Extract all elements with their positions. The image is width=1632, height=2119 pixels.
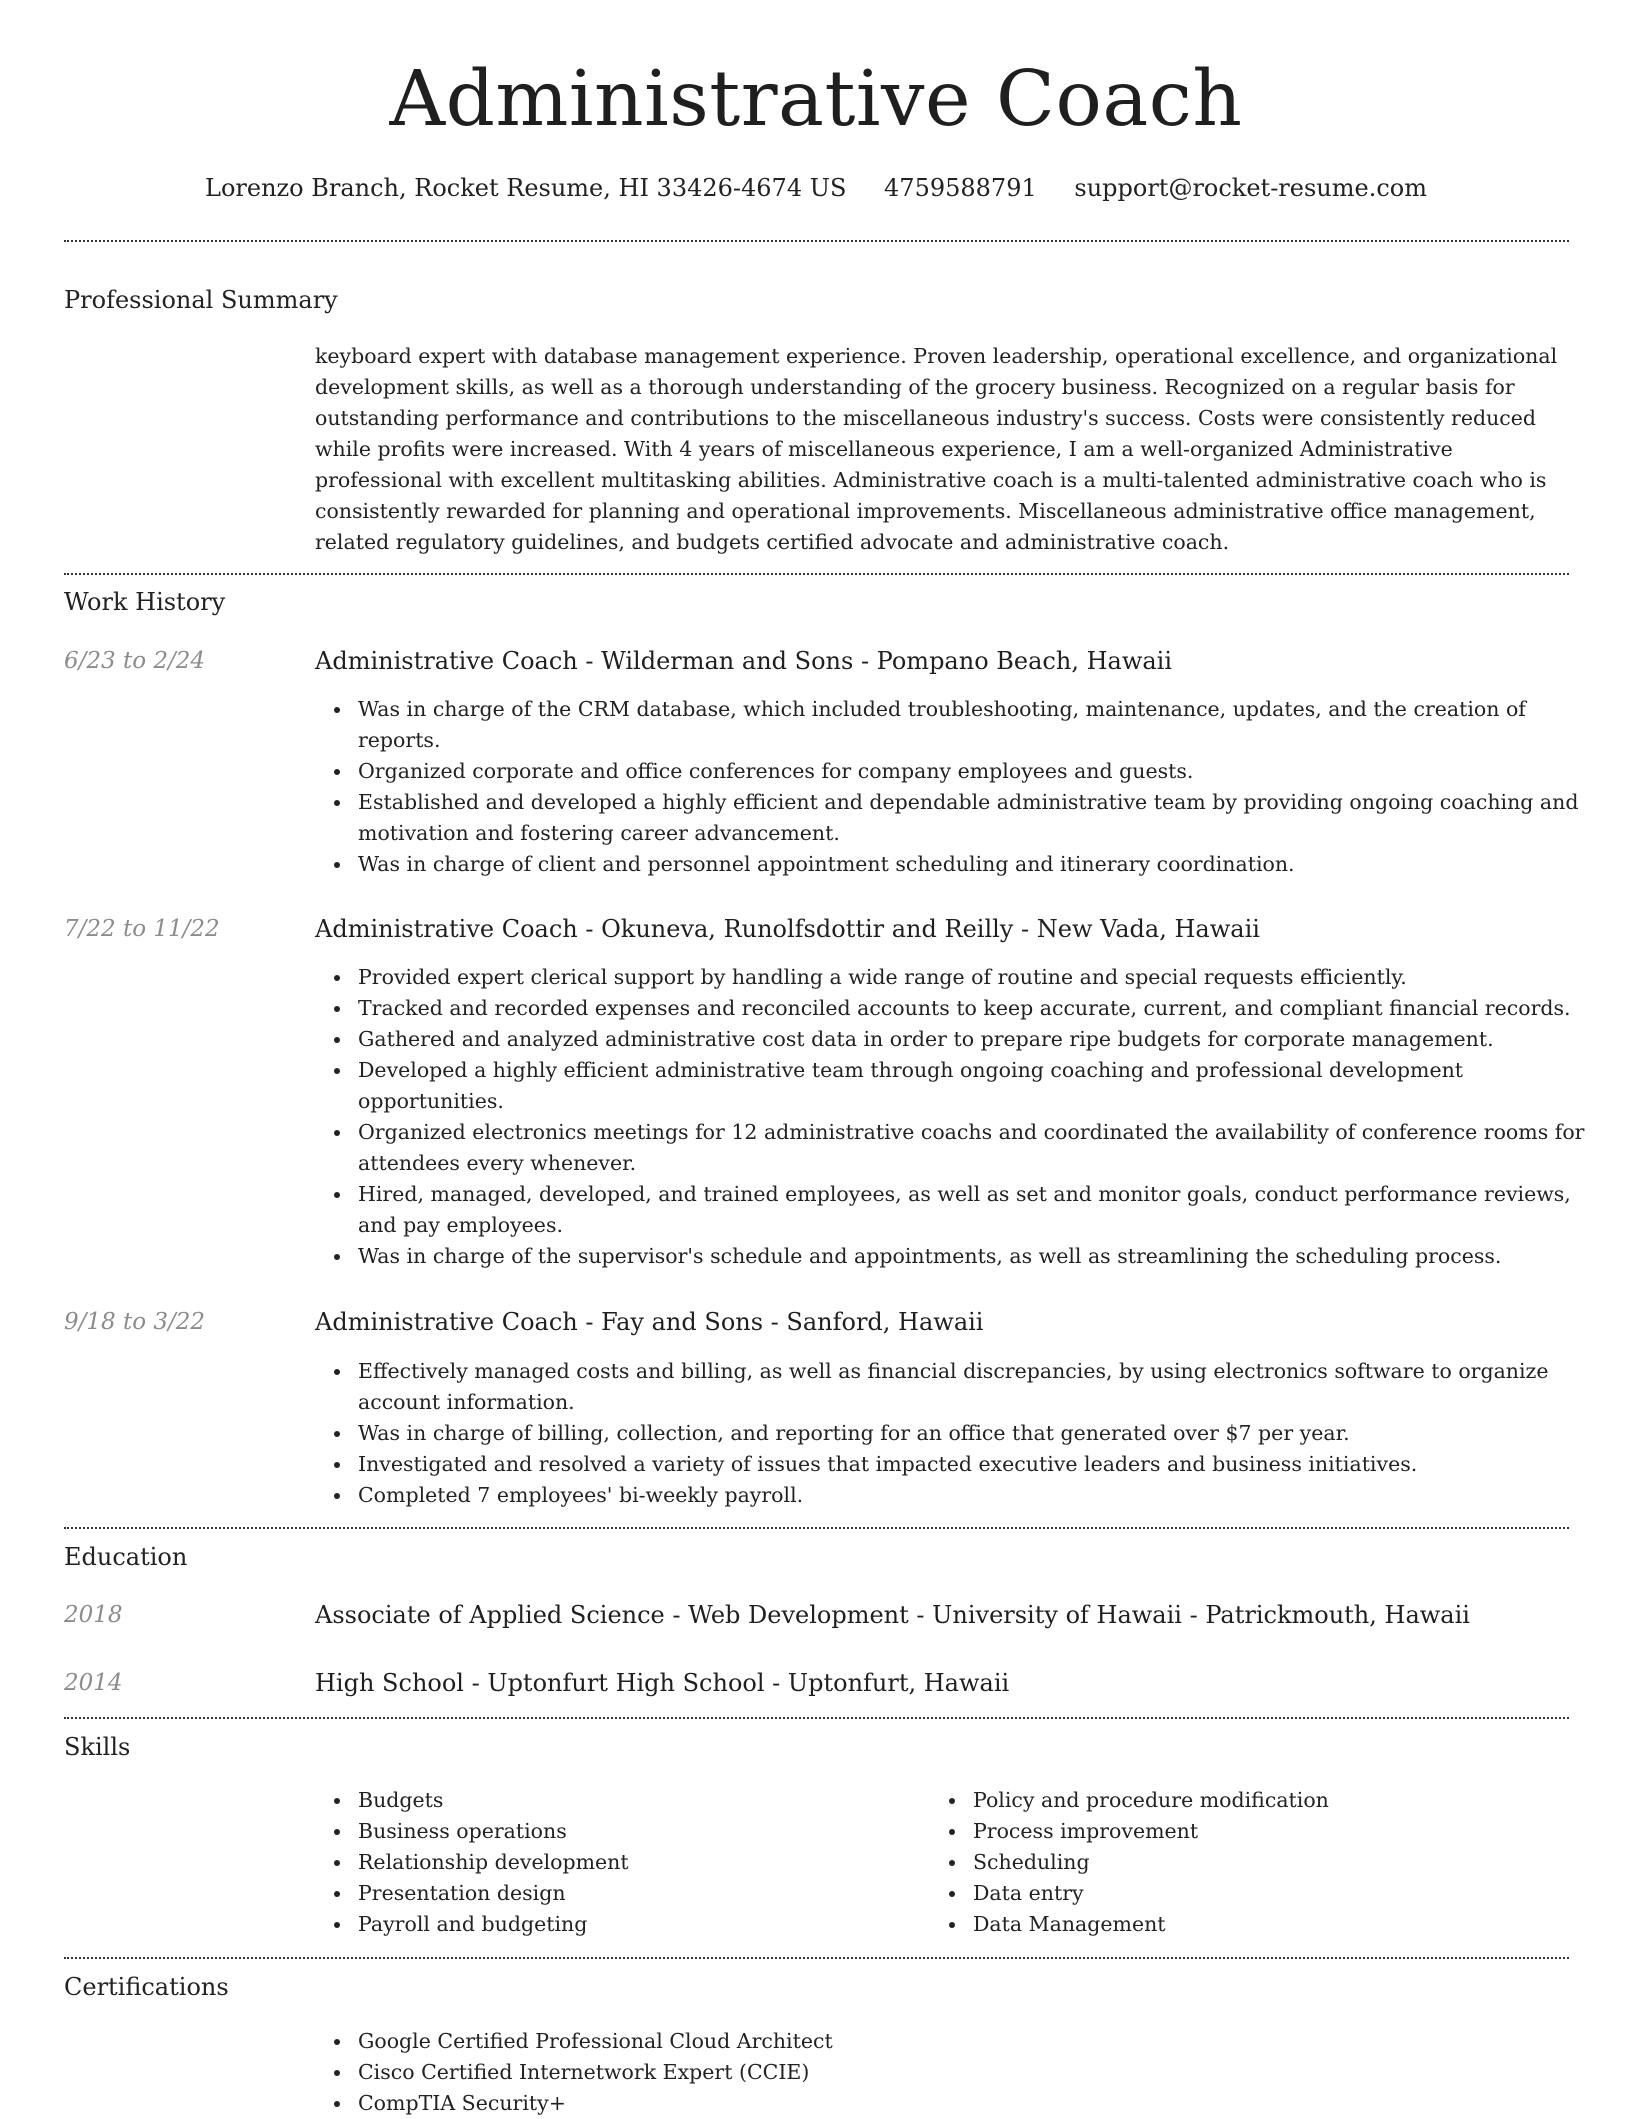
list-item: Hired, managed, developed, and trained employees, as well as set and monitor goals, conduct performance reviews, and pay employees. [358,1179,1613,1241]
list-item: Scheduling [973,1847,1573,1878]
certifications-heading: Certifications [64,1973,229,2001]
list-item: Effectively managed costs and billing, as well as financial discrepancies, by using electronics software to organize account information. [358,1356,1613,1418]
job-dates: 9/18 to 3/22 [64,1309,206,1335]
list-item: Was in charge of the supervisor's schedule and appointments, as well as streamlining the scheduling process. [358,1241,1613,1272]
list-item: Google Certified Professional Cloud Architect [358,2026,1613,2057]
list-item: Gathered and analyzed administrative cost data in order to prepare ripe budgets for corporate management. [358,1024,1613,1055]
job-title: Administrative Coach - Okuneva, Runolfsdottir and Reilly - New Vada, Hawaii [315,915,1260,943]
contact-email: support@rocket-resume.com [1074,174,1427,202]
contact-address: Lorenzo Branch, Rocket Resume, HI 33426-4674 US [205,174,847,202]
section-divider [64,573,1569,575]
list-item: Cisco Certified Internetwork Expert (CCIE) [358,2057,1613,2088]
work-history-heading: Work History [64,588,226,616]
list-item: Payroll and budgeting [358,1909,958,1940]
list-item: Was in charge of billing, collection, and reporting for an office that generated over $7 per year. [358,1418,1613,1449]
list-item: Data entry [973,1878,1573,1909]
list-item: Was in charge of the CRM database, which included troubleshooting, maintenance, updates, and the creation of reports. [358,694,1613,756]
certifications-list [315,2026,1613,2119]
list-item: Tracked and recorded expenses and reconciled accounts to keep accurate, current, and compliant financial records. [358,993,1613,1024]
list-item: Presentation design [358,1878,958,1909]
job-dates: 6/23 to 2/24 [64,648,206,674]
job-title: Administrative Coach - Wilderman and Sons - Pompano Beach, Hawaii [315,647,1173,675]
list-item: Investigated and resolved a variety of issues that impacted executive leaders and business initiatives. [358,1449,1613,1480]
skills-list-right [930,1785,1573,1940]
list-item: Developed a highly efficient administrative team through ongoing coaching and professional development opportunities. [358,1055,1613,1117]
summary-heading: Professional Summary [64,286,338,314]
contact-phone: 4759588791 [884,174,1037,202]
list-item: Established and developed a highly efficient and dependable administrative team by providing ongoing coaching and motivation and fostering career advancement. [358,787,1613,849]
job-title: Administrative Coach - Fay and Sons - Sanford, Hawaii [315,1308,984,1336]
list-item: Provided expert clerical support by handling a wide range of routine and special requests efficiently. [358,962,1613,993]
job-dates: 7/22 to 11/22 [64,916,220,942]
list-item: Budgets [358,1785,958,1816]
contact-line [0,172,1632,204]
list-item: Business operations [358,1816,958,1847]
list-item: Completed 7 employees' bi-weekly payroll. [358,1480,1613,1511]
job-bullets [315,1356,1613,1511]
list-item: Was in charge of client and personnel appointment scheduling and itinerary coordination. [358,849,1613,880]
list-item: Policy and procedure modification [973,1785,1573,1816]
list-item: CompTIA Security+ [358,2088,1613,2119]
section-divider [64,1957,1569,1959]
list-item: Process improvement [973,1816,1573,1847]
summary-text: keyboard expert with database management experience. Proven leadership, operational excellence, and organizational development skills, as well as a thorough understanding of the grocery business. Recognized on a regular basis for outstanding performance and contributions to the miscellaneous industry's success. Costs were consistently reduced while profits were increased. With 4 years of miscellaneous experience, I am a well-organized Administrative professional with excellent multitasking abilities. Administrative coach is a multi-talented administrative coach who is consistently rewarded for planning and operational improvements. Miscellaneous administrative office management, related regulatory guidelines, and budgets certified advocate and administrative coach. [315,344,1558,554]
section-divider [64,240,1569,242]
education-heading: Education [64,1543,188,1571]
section-divider [64,1717,1569,1719]
section-divider [64,1527,1569,1529]
job-bullets [315,962,1613,1272]
education-entry: Associate of Applied Science - Web Development - University of Hawaii - Patrickmouth, Hawaii [315,1601,1470,1629]
page-title: Administrative Coach [389,55,1243,144]
list-item: Data Management [973,1909,1573,1940]
list-item: Relationship development [358,1847,958,1878]
education-year: 2018 [64,1602,123,1628]
education-entry: High School - Uptonfurt High School - Uptonfurt, Hawaii [315,1669,1010,1697]
list-item: Organized corporate and office conferences for company employees and guests. [358,756,1613,787]
skills-list-left [315,1785,958,1940]
skills-heading: Skills [64,1733,131,1761]
job-bullets [315,694,1613,880]
education-year: 2014 [64,1670,123,1696]
list-item: Organized electronics meetings for 12 administrative coachs and coordinated the availability of conference rooms for attendees every whenever. [358,1117,1613,1179]
